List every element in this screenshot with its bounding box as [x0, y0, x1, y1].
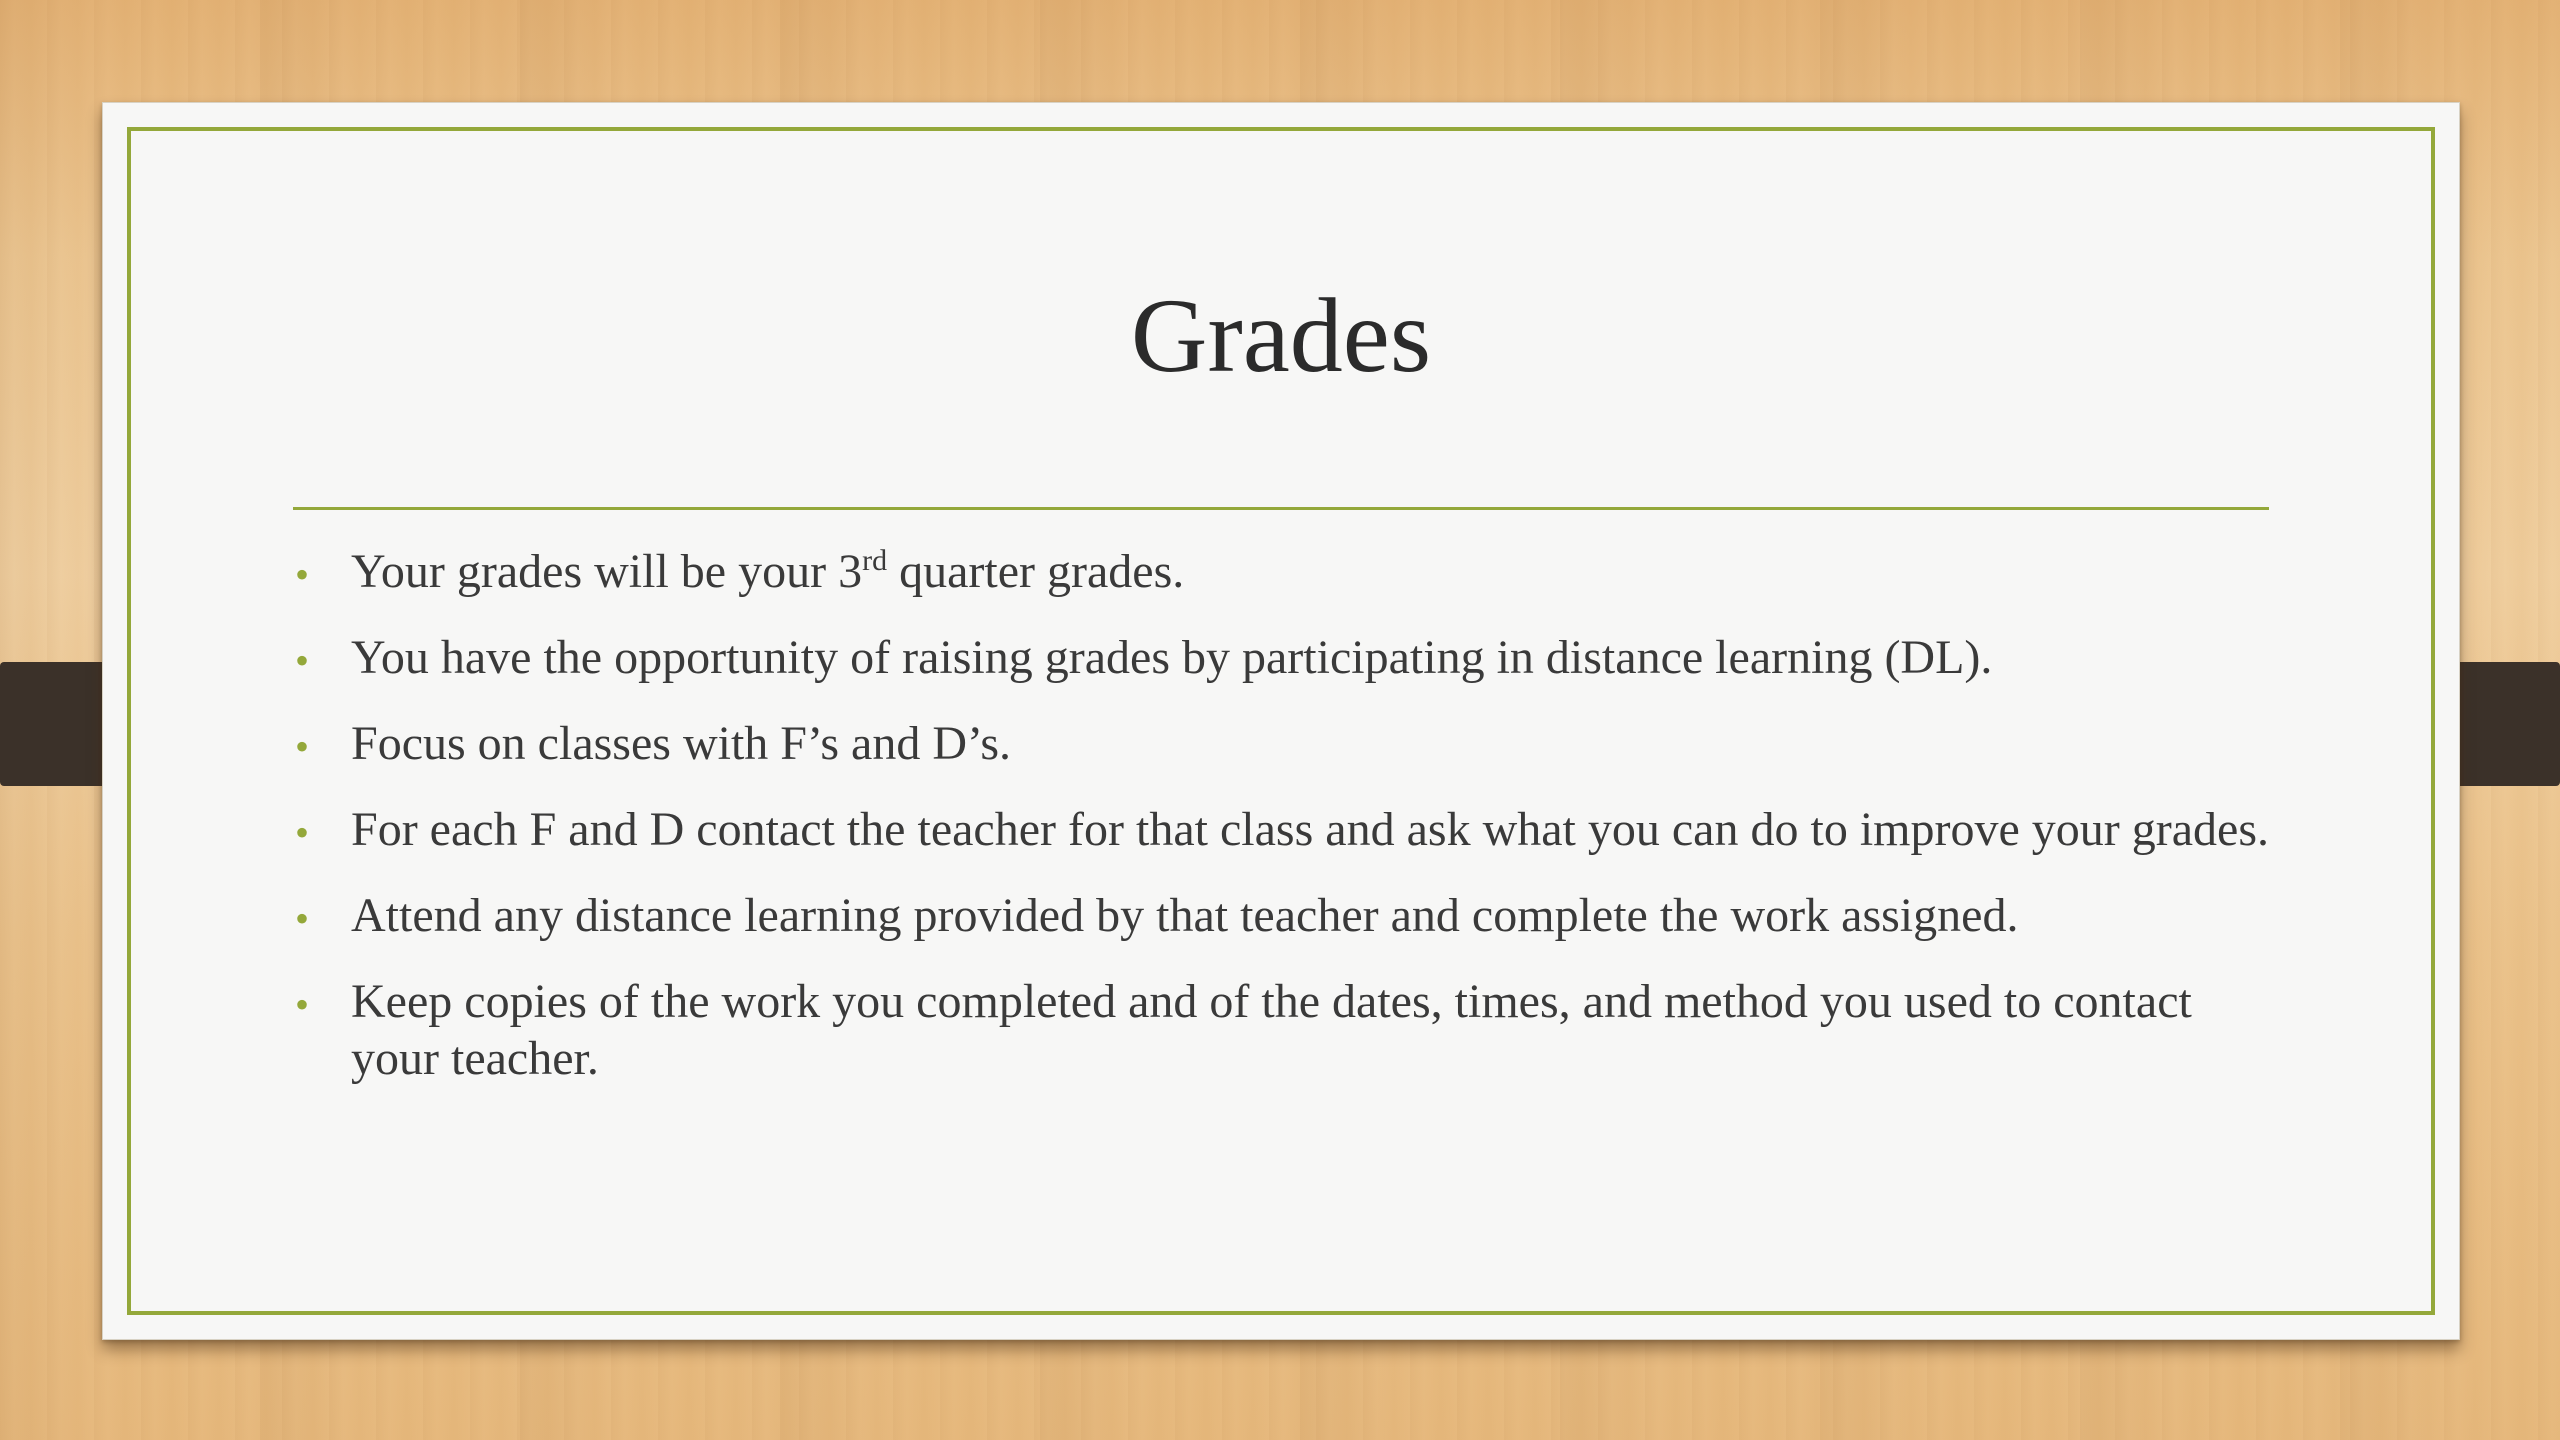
- bullet-text: For each F and D contact the teacher for that class and ask what you can do to improve your grades.: [351, 803, 2270, 856]
- bullet-icon: •: [295, 810, 310, 855]
- bullet-item: [291, 973, 2271, 1087]
- bullet-icon: •: [295, 724, 310, 769]
- bullet-text: You have the opportunity of raising grades by participating in distance learning (DL).: [351, 631, 1993, 684]
- bullet-icon: •: [295, 552, 310, 597]
- bullet-item: [291, 801, 2271, 858]
- slide-title: Grades: [1130, 277, 1432, 394]
- bullet-text-continued: quarter grades.: [887, 545, 1185, 598]
- bullet-icon: •: [295, 896, 310, 941]
- bullet-icon: •: [295, 638, 310, 683]
- bullet-text: Attend any distance learning provided by that teacher and complete the work assigned.: [351, 889, 2019, 942]
- bullet-item: [291, 629, 2271, 686]
- bullet-text: Your grades will be your 3: [351, 545, 863, 598]
- bullet-list: [291, 543, 2271, 1116]
- bullet-text: Keep copies of the work you completed and of the dates, times, and method you used to contact your teacher.: [351, 975, 2192, 1085]
- bullet-superscript: rd: [862, 544, 888, 577]
- bullet-item: [291, 715, 2271, 772]
- bullet-item: [291, 543, 2271, 600]
- title-divider: [293, 507, 2269, 510]
- bullet-item: [291, 887, 2271, 944]
- bullet-text: Focus on classes with F’s and D’s.: [351, 717, 1011, 770]
- slide: [102, 102, 2460, 1340]
- bullet-icon: •: [295, 982, 310, 1027]
